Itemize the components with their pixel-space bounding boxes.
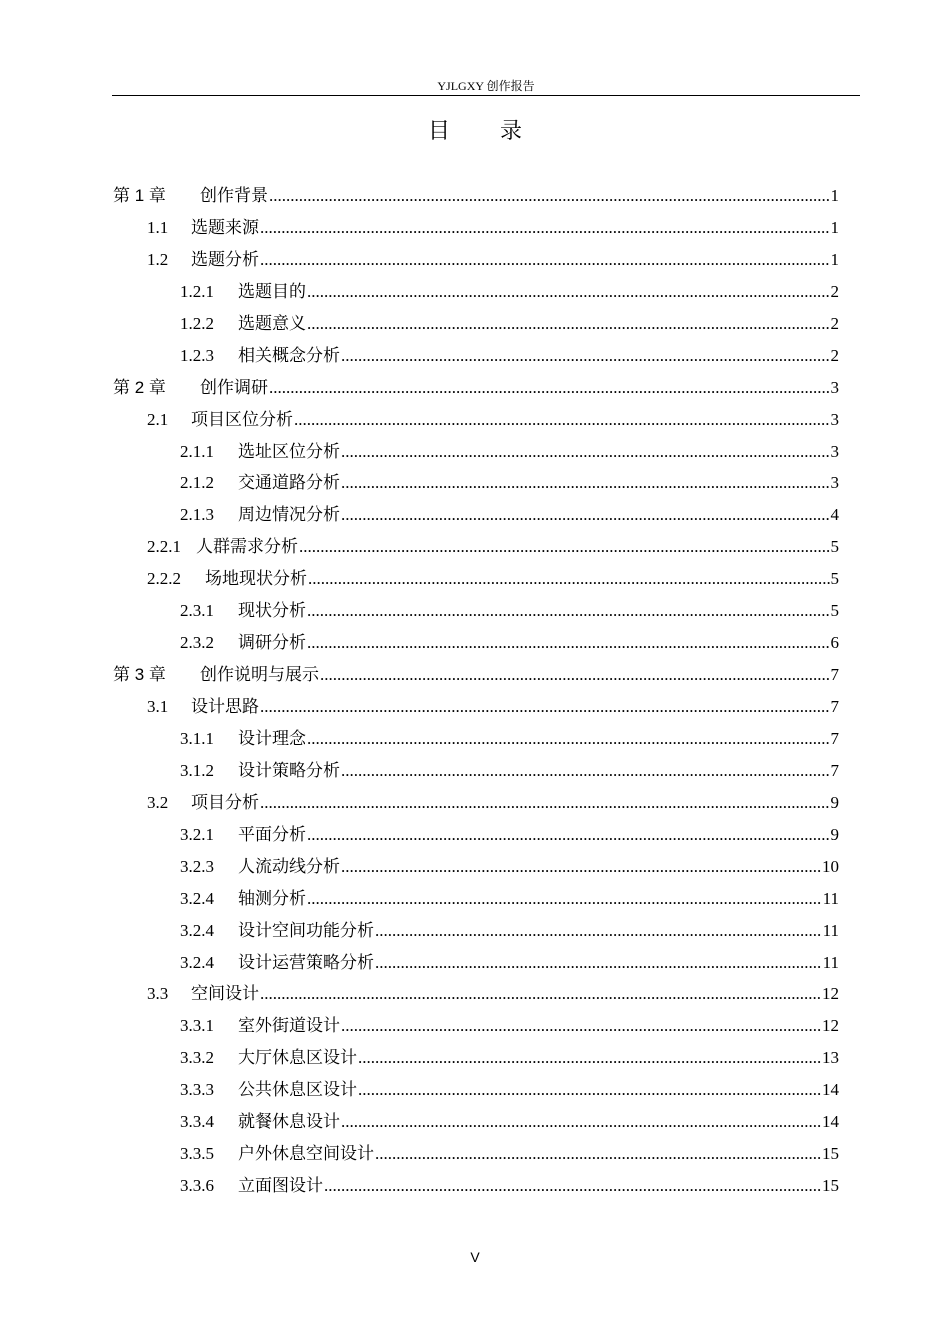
toc-entry[interactable] bbox=[113, 244, 839, 276]
toc-entry-title: 现状分析 bbox=[238, 601, 306, 621]
toc-entry-title: 立面图设计 bbox=[238, 1176, 323, 1196]
toc-entry-number: 2.1.3 bbox=[180, 505, 214, 525]
toc-entry[interactable] bbox=[113, 276, 839, 308]
toc-entry-title: 选题目的 bbox=[238, 281, 306, 301]
toc-entry-number: 2.2.1 bbox=[147, 537, 181, 557]
toc-entry-title: 就餐休息设计 bbox=[238, 1112, 340, 1132]
toc-dot-leader bbox=[375, 915, 822, 947]
toc-entry-page: 6 bbox=[830, 633, 839, 653]
toc-entry-title: 相关概念分析 bbox=[238, 345, 340, 365]
toc-entry-title: 调研分析 bbox=[238, 633, 306, 653]
toc-dot-leader bbox=[375, 947, 822, 979]
toc-dot-leader bbox=[307, 627, 830, 659]
toc-entry-title: 室外街道设计 bbox=[238, 1016, 340, 1036]
toc-dot-leader bbox=[260, 244, 830, 276]
toc-entry-number: 3.1 bbox=[147, 697, 169, 716]
toc-entry-number: 1.2 bbox=[147, 249, 169, 269]
toc-entry-page: 14 bbox=[822, 1112, 839, 1132]
toc-entry-page: 7 bbox=[830, 665, 839, 685]
toc-dot-leader bbox=[308, 563, 830, 595]
toc-entry-page: 11 bbox=[822, 920, 839, 940]
toc-entry-page: 10 bbox=[822, 856, 839, 876]
toc-dot-leader bbox=[341, 499, 830, 531]
toc-entry[interactable] bbox=[113, 563, 839, 595]
toc-entry-page: 3 bbox=[830, 377, 839, 397]
toc-dot-leader bbox=[307, 595, 830, 627]
toc-entry[interactable] bbox=[113, 915, 839, 947]
toc-entry-title: 设计空间功能分析 bbox=[238, 920, 374, 940]
toc-entry-number: 3.2.4 bbox=[180, 952, 214, 972]
toc-dot-leader bbox=[324, 1170, 821, 1202]
page-header: YJLGXY 创作报告 bbox=[112, 78, 860, 96]
toc-entry-title: 创作背景 bbox=[200, 186, 268, 205]
page-number: V bbox=[470, 1249, 480, 1265]
toc-entry[interactable] bbox=[113, 404, 839, 436]
toc-entry[interactable] bbox=[113, 978, 839, 1010]
toc-title-char-1: 目 bbox=[427, 118, 450, 143]
toc-entry[interactable] bbox=[113, 1106, 839, 1138]
toc-entry-title: 场地现状分析 bbox=[205, 569, 307, 589]
toc-entry-number: 2.1.1 bbox=[180, 441, 214, 461]
toc-entry-title: 人群需求分析 bbox=[196, 537, 298, 557]
toc-entry-title: 交通道路分析 bbox=[238, 473, 340, 493]
toc-dot-leader bbox=[375, 1138, 821, 1170]
toc-entry-page: 15 bbox=[822, 1176, 839, 1196]
toc-dot-leader bbox=[307, 819, 830, 851]
toc-entry[interactable] bbox=[113, 1010, 839, 1042]
toc-entry-title: 选址区位分析 bbox=[238, 441, 340, 461]
toc-dot-leader bbox=[294, 404, 830, 436]
toc-dot-leader bbox=[341, 1106, 821, 1138]
toc-dot-leader bbox=[358, 1042, 821, 1074]
toc-entry[interactable] bbox=[113, 372, 839, 404]
toc-entry-page: 7 bbox=[830, 728, 839, 748]
toc-entry[interactable] bbox=[113, 755, 839, 787]
toc-entry-number: 3.2 bbox=[147, 792, 169, 812]
toc-entry-page: 14 bbox=[822, 1080, 839, 1100]
toc-dot-leader bbox=[307, 276, 830, 308]
toc-entry-number: 3.3.4 bbox=[180, 1112, 214, 1132]
toc-entry-number: 1.2.2 bbox=[180, 313, 214, 333]
toc-entry-page: 3 bbox=[830, 473, 839, 493]
toc-entry[interactable] bbox=[113, 531, 839, 563]
toc-entry-number: 第 3 章 bbox=[113, 665, 166, 685]
toc-entry-number: 3.2.1 bbox=[180, 824, 214, 844]
toc-entry-title: 设计思路 bbox=[191, 697, 259, 716]
toc-entry[interactable] bbox=[113, 947, 839, 979]
toc-entry-number: 3.3.3 bbox=[180, 1080, 214, 1100]
toc-entry-title: 周边情况分析 bbox=[238, 505, 340, 525]
toc-entry-page: 12 bbox=[822, 984, 839, 1004]
toc-entry-page: 5 bbox=[830, 569, 839, 589]
table-of-contents bbox=[113, 180, 839, 1202]
toc-entry-page: 2 bbox=[830, 345, 839, 365]
toc-entry-title: 项目分析 bbox=[191, 792, 259, 812]
toc-entry-page: 5 bbox=[830, 601, 839, 621]
toc-dot-leader bbox=[260, 212, 830, 244]
toc-dot-leader bbox=[307, 308, 830, 340]
toc-title-char-2: 录 bbox=[500, 118, 523, 143]
toc-entry-number: 3.3.5 bbox=[180, 1144, 214, 1164]
toc-entry-number: 3.3 bbox=[147, 984, 169, 1004]
toc-entry[interactable] bbox=[113, 1170, 839, 1202]
toc-entry-title: 人流动线分析 bbox=[238, 856, 340, 876]
toc-entry-number: 1.1 bbox=[147, 217, 169, 237]
toc-dot-leader bbox=[307, 883, 822, 915]
toc-entry-number: 3.3.6 bbox=[180, 1176, 214, 1196]
toc-entry-title: 设计理念 bbox=[238, 728, 306, 748]
toc-entry-page: 11 bbox=[822, 888, 839, 908]
toc-entry[interactable] bbox=[113, 883, 839, 915]
toc-entry[interactable] bbox=[113, 659, 839, 691]
toc-entry-number: 3.3.1 bbox=[180, 1016, 214, 1036]
toc-dot-leader bbox=[307, 723, 830, 755]
toc-entry-number: 3.1.2 bbox=[180, 760, 214, 780]
toc-entry-title: 项目区位分析 bbox=[191, 409, 293, 429]
toc-entry-page: 13 bbox=[822, 1048, 839, 1068]
toc-entry-title: 选题来源 bbox=[191, 217, 259, 237]
toc-entry-number: 2.3.2 bbox=[180, 633, 214, 653]
toc-entry-title: 创作调研 bbox=[200, 377, 268, 397]
toc-entry-title: 创作说明与展示 bbox=[200, 665, 319, 685]
toc-dot-leader bbox=[269, 372, 830, 404]
toc-dot-leader bbox=[260, 787, 830, 819]
toc-entry-number: 3.2.3 bbox=[180, 856, 214, 876]
toc-entry-page: 5 bbox=[830, 537, 839, 557]
toc-entry-page: 9 bbox=[830, 792, 839, 812]
toc-dot-leader bbox=[341, 340, 830, 372]
toc-entry-page: 9 bbox=[830, 824, 839, 844]
toc-entry-title: 设计策略分析 bbox=[238, 760, 340, 780]
toc-dot-leader bbox=[269, 180, 830, 212]
toc-entry[interactable] bbox=[113, 499, 839, 531]
toc-entry[interactable] bbox=[113, 723, 839, 755]
toc-entry-page: 12 bbox=[822, 1016, 839, 1036]
toc-entry-title: 公共休息区设计 bbox=[238, 1080, 357, 1100]
toc-entry-title: 平面分析 bbox=[238, 824, 306, 844]
toc-entry-page: 3 bbox=[830, 409, 839, 429]
toc-entry-page: 1 bbox=[830, 217, 839, 237]
toc-entry-number: 3.1.1 bbox=[180, 728, 214, 748]
toc-dot-leader bbox=[341, 755, 830, 787]
toc-entry[interactable] bbox=[113, 212, 839, 244]
toc-entry[interactable] bbox=[113, 467, 839, 499]
toc-entry-title: 户外休息空间设计 bbox=[238, 1144, 374, 1164]
toc-entry[interactable] bbox=[113, 691, 839, 723]
toc-entry[interactable] bbox=[113, 436, 839, 468]
toc-entry-page: 1 bbox=[830, 249, 839, 269]
toc-entry[interactable] bbox=[113, 819, 839, 851]
toc-entry[interactable] bbox=[113, 308, 839, 340]
toc-entry-number: 2.1 bbox=[147, 409, 169, 429]
toc-dot-leader bbox=[341, 436, 830, 468]
toc-entry-page: 3 bbox=[830, 441, 839, 461]
toc-entry[interactable] bbox=[113, 1074, 839, 1106]
toc-dot-leader bbox=[358, 1074, 821, 1106]
toc-entry-number: 3.2.4 bbox=[180, 920, 214, 940]
toc-entry[interactable] bbox=[113, 851, 839, 883]
toc-entry-title: 轴测分析 bbox=[238, 888, 306, 908]
toc-entry[interactable] bbox=[113, 1042, 839, 1074]
toc-entry-title: 设计运营策略分析 bbox=[238, 952, 374, 972]
toc-entry-title: 大厅休息区设计 bbox=[238, 1048, 357, 1068]
toc-entry-title: 选题意义 bbox=[238, 313, 306, 333]
toc-entry-page: 2 bbox=[830, 281, 839, 301]
toc-dot-leader bbox=[260, 978, 821, 1010]
toc-entry-number: 第 1 章 bbox=[113, 186, 166, 205]
toc-dot-leader bbox=[341, 467, 830, 499]
toc-entry-number: 1.2.3 bbox=[180, 345, 214, 365]
toc-entry-number: 2.3.1 bbox=[180, 601, 214, 621]
toc-entry[interactable] bbox=[113, 180, 839, 212]
toc-entry-page: 2 bbox=[830, 313, 839, 333]
toc-entry-page: 1 bbox=[830, 186, 839, 205]
toc-dot-leader bbox=[260, 691, 830, 723]
toc-entry-title: 空间设计 bbox=[191, 984, 259, 1004]
toc-entry-page: 15 bbox=[822, 1144, 839, 1164]
toc-dot-leader bbox=[341, 1010, 821, 1042]
toc-entry-page: 4 bbox=[830, 505, 839, 525]
toc-entry-page: 7 bbox=[830, 760, 839, 780]
toc-entry-number: 3.3.2 bbox=[180, 1048, 214, 1068]
toc-entry-number: 1.2.1 bbox=[180, 281, 214, 301]
toc-entry[interactable] bbox=[113, 340, 839, 372]
toc-entry[interactable] bbox=[113, 595, 839, 627]
toc-entry[interactable] bbox=[113, 627, 839, 659]
toc-entry-title: 选题分析 bbox=[191, 249, 259, 269]
toc-entry[interactable] bbox=[113, 1138, 839, 1170]
toc-entry-number: 3.2.4 bbox=[180, 888, 214, 908]
toc-entry-page: 7 bbox=[830, 697, 839, 716]
toc-dot-leader bbox=[320, 659, 830, 691]
toc-entry-number: 第 2 章 bbox=[113, 377, 166, 397]
toc-dot-leader bbox=[341, 851, 821, 883]
toc-entry-number: 2.1.2 bbox=[180, 473, 214, 493]
toc-dot-leader bbox=[299, 531, 830, 563]
toc-entry[interactable] bbox=[113, 787, 839, 819]
toc-entry-page: 11 bbox=[822, 952, 839, 972]
toc-entry-number: 2.2.2 bbox=[147, 569, 181, 589]
toc-title bbox=[0, 115, 950, 147]
